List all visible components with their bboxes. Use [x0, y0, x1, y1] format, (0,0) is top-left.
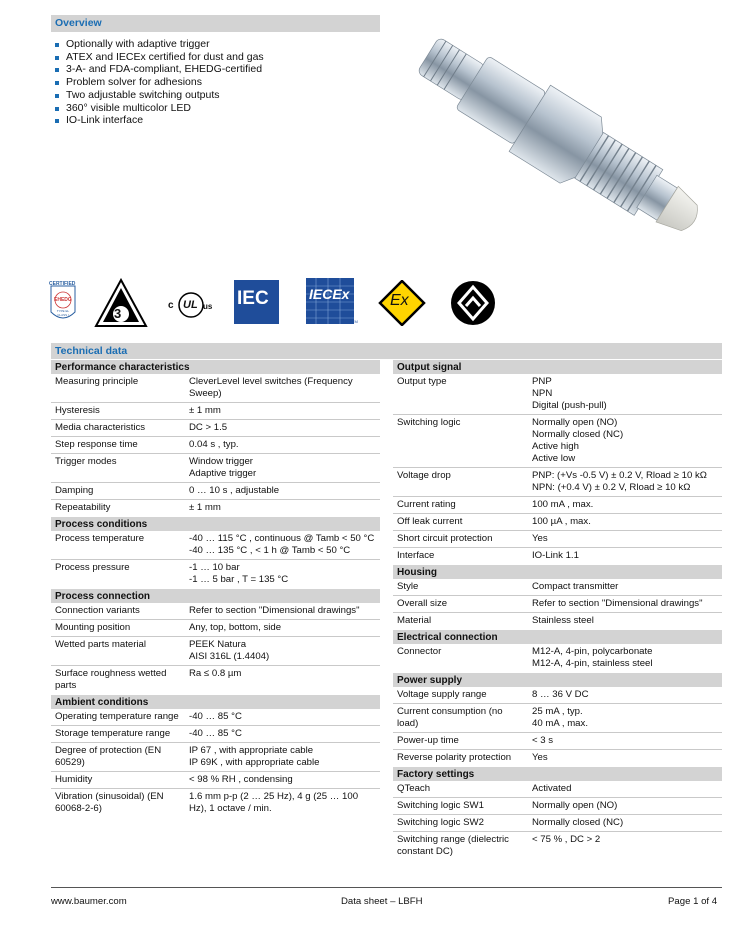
spec-label: Degree of protection (EN 60529) — [55, 745, 162, 768]
ul-mark-text: UL — [183, 299, 198, 311]
spec-value — [532, 516, 722, 528]
spec-value-line: -40 … 115 °C , continuous @ Tamb < 50 °C — [189, 533, 375, 544]
spec-value — [189, 456, 380, 480]
spec-section-title: Performance characteristics — [51, 359, 380, 374]
spec-value — [532, 533, 722, 545]
spec-label: Process pressure — [55, 562, 130, 573]
spec-value — [532, 735, 722, 747]
spec-row — [393, 595, 722, 612]
spec-column-left — [51, 359, 380, 817]
spec-label: Media characteristics — [55, 422, 146, 433]
feature-item: 3-A- and FDA-compliant, EHEDG-certified — [54, 63, 264, 76]
spec-value-line: ± 1 mm — [189, 502, 221, 513]
spec-value-line: M12-A, 4-pin, stainless steel — [532, 658, 653, 669]
spec-row — [51, 771, 380, 788]
spec-value-line: PNP: (+Vs -0.5 V) ± 0.2 V, Rload ≥ 10 kΩ — [532, 470, 707, 481]
certification-logos — [48, 278, 508, 328]
spec-label: Wetted parts material — [55, 639, 146, 650]
spec-value-line: IO-Link 1.1 — [532, 550, 579, 561]
spec-label: Switching logic SW2 — [397, 817, 484, 828]
spec-row — [51, 709, 380, 725]
spec-value-line: -40 … 135 °C , < 1 h @ Tamb < 50 °C — [189, 545, 351, 556]
spec-value-line: IP 69K , with appropriate cable — [189, 757, 320, 768]
spec-value-line: -40 … 85 °C — [189, 728, 242, 739]
ehedg-name-text: EHEDG — [54, 297, 72, 303]
spec-value — [532, 470, 722, 494]
spec-value-line: 25 mA , typ. — [532, 706, 583, 717]
spec-section-title: Factory settings — [393, 766, 722, 781]
spec-row — [393, 612, 722, 629]
spec-value — [189, 622, 380, 634]
spec-value-line: 40 mA , max. — [532, 718, 588, 729]
product-sensor-image — [395, 24, 725, 249]
spec-value-line: -40 … 85 °C — [189, 711, 242, 722]
spec-row — [51, 499, 380, 516]
3a-logo — [94, 278, 149, 328]
spec-value-line: NPN — [532, 388, 553, 399]
spec-label: Vibration (sinusoidal) (EN 60068-2-6) — [55, 791, 164, 814]
spec-value-line: Activated — [532, 783, 572, 794]
spec-value-line: < 98 % RH , condensing — [189, 774, 293, 785]
spec-value-line: PEEK Natura — [189, 639, 247, 650]
spec-value-line: Normally closed (NC) — [532, 817, 624, 828]
spec-value — [532, 581, 722, 593]
spec-value-line: ± 1 mm — [189, 405, 221, 416]
spec-value-line: 100 µA , max. — [532, 516, 591, 527]
spec-row — [51, 482, 380, 499]
spec-label: Power-up time — [397, 735, 459, 746]
spec-value — [189, 405, 380, 417]
spec-row — [393, 513, 722, 530]
spec-row — [51, 788, 380, 817]
spec-section-title: Output signal — [393, 359, 722, 374]
spec-column-right — [393, 359, 722, 860]
iecex-text: IECEx — [309, 286, 350, 302]
spec-label: Measuring principle — [55, 376, 139, 387]
spec-value-line: Any, top, bottom, side — [189, 622, 282, 633]
feature-item: ATEX and IECEx certified for dust and gas — [54, 51, 264, 64]
spec-label: Overall size — [397, 598, 448, 609]
feature-item: IO-Link interface — [54, 114, 264, 127]
spec-value — [532, 834, 722, 858]
spec-label: Storage temperature range — [55, 728, 171, 739]
spec-label: Voltage drop — [397, 470, 451, 481]
spec-label: Switching logic SW1 — [397, 800, 484, 811]
spec-value — [189, 439, 380, 451]
spec-row — [393, 831, 722, 860]
spec-section-title: Process conditions — [51, 516, 380, 531]
spec-row — [51, 619, 380, 636]
spec-value — [189, 745, 380, 769]
spec-label: Trigger modes — [55, 456, 117, 467]
spec-label: Switching logic — [397, 417, 461, 428]
ehedg-type-text: TYPE EL CLASS I — [56, 309, 70, 317]
spec-value-line: -1 … 5 bar , T = 135 °C — [189, 574, 289, 585]
spec-value-line: 0 … 10 s , adjustable — [189, 485, 280, 496]
spec-value-line: -1 … 10 bar — [189, 562, 240, 573]
spec-value-line: Yes — [532, 533, 548, 544]
spec-label: Reverse polarity protection — [397, 752, 512, 763]
spec-section-title: Ambient conditions — [51, 694, 380, 709]
spec-row — [51, 665, 380, 694]
feature-list — [54, 38, 264, 127]
spec-value — [189, 502, 380, 514]
spec-value-line: Refer to section "Dimensional drawings" — [532, 598, 703, 609]
spec-value-line: 8 … 36 V DC — [532, 689, 589, 700]
spec-row — [51, 374, 380, 402]
spec-label: Damping — [55, 485, 94, 496]
spec-row — [393, 797, 722, 814]
spec-label: Current consumption (no load) — [397, 706, 503, 729]
spec-section-title: Housing — [393, 564, 722, 579]
spec-label: Current rating — [397, 499, 456, 510]
spec-value — [189, 774, 380, 786]
spec-row — [393, 547, 722, 564]
spec-value — [532, 615, 722, 627]
spec-value — [532, 550, 722, 562]
feature-item: 360° visible multicolor LED — [54, 102, 264, 115]
spec-value-line: NPN: (+0.4 V) ± 0.2 V, Rload ≥ 10 kΩ — [532, 482, 691, 493]
footer-website: www.baumer.com — [51, 896, 127, 907]
spec-label: Step response time — [55, 439, 138, 450]
spec-value — [532, 752, 722, 764]
spec-row — [51, 725, 380, 742]
spec-label: Surface roughness wetted parts — [55, 668, 167, 691]
spec-value-line: IP 67 , with appropriate cable — [189, 745, 314, 756]
overview-header: Overview — [51, 15, 380, 32]
spec-row — [393, 414, 722, 467]
spec-value-line: 0.04 s , typ. — [189, 439, 239, 450]
spec-value — [532, 598, 722, 610]
spec-label: Connector — [397, 646, 442, 657]
spec-label: Short circuit protection — [397, 533, 493, 544]
spec-label: Interface — [397, 550, 435, 561]
ehedg-certified-text: CERTIFIED — [49, 281, 76, 287]
footer-document-title: Data sheet – LBFH — [341, 896, 423, 907]
spec-value — [532, 783, 722, 795]
feature-item: Two adjustable switching outputs — [54, 89, 264, 102]
io-link-logo — [450, 280, 496, 326]
spec-label: Style — [397, 581, 419, 592]
spec-row — [51, 559, 380, 588]
spec-value-line: Window trigger — [189, 456, 253, 467]
spec-value-line: Yes — [532, 752, 548, 763]
feature-item: Problem solver for adhesions — [54, 76, 264, 89]
feature-item: Optionally with adaptive trigger — [54, 38, 264, 51]
spec-row — [393, 467, 722, 496]
spec-value-line: Active low — [532, 453, 576, 464]
spec-row — [51, 742, 380, 771]
spec-value-line: DC > 1.5 — [189, 422, 228, 433]
technical-data-header: Technical data — [51, 343, 722, 359]
spec-label: Output type — [397, 376, 447, 387]
spec-section-title: Process connection — [51, 588, 380, 603]
spec-value-line: Normally open (NO) — [532, 800, 618, 811]
atex-ex-text: Ex — [390, 292, 409, 309]
spec-value-line: AISI 316L (1.4404) — [189, 651, 270, 662]
spec-label: Mounting position — [55, 622, 131, 633]
spec-value-line: Stainless steel — [532, 615, 594, 626]
footer-divider — [51, 887, 722, 888]
spec-value-line: Normally closed (NC) — [532, 429, 624, 440]
spec-value — [189, 728, 380, 740]
spec-value — [189, 533, 380, 557]
spec-label: Hysteresis — [55, 405, 100, 416]
spec-value-line: Compact transmitter — [532, 581, 619, 592]
spec-value — [532, 706, 722, 730]
spec-value-line: 1.6 mm p-p (2 … 25 Hz), 4 g (25 … 100 Hz), 1 octave / min. — [189, 791, 359, 814]
spec-row — [393, 579, 722, 595]
3a-number: 3 — [114, 306, 122, 321]
spec-value — [189, 562, 380, 586]
spec-row — [393, 374, 722, 414]
spec-value — [189, 639, 380, 663]
spec-value-line: Adaptive trigger — [189, 468, 257, 479]
spec-value-line: Active high — [532, 441, 579, 452]
spec-label: Voltage supply range — [397, 689, 487, 700]
spec-label: Material — [397, 615, 432, 626]
spec-row — [51, 402, 380, 419]
spec-row — [51, 636, 380, 665]
spec-value — [532, 417, 722, 465]
spec-value — [532, 646, 722, 670]
spec-value-line: M12-A, 4-pin, polycarbonate — [532, 646, 653, 657]
ul-us-text: us — [203, 302, 213, 311]
spec-row — [51, 603, 380, 619]
spec-row — [51, 419, 380, 436]
spec-row — [393, 749, 722, 766]
spec-value-line: 100 mA , max. — [532, 499, 594, 510]
spec-value-line: CleverLevel level switches (Frequency Sweep) — [189, 376, 353, 399]
spec-label: QTeach — [397, 783, 431, 794]
spec-row — [393, 644, 722, 672]
spec-value — [532, 800, 722, 812]
spec-label: Humidity — [55, 774, 93, 785]
spec-value-line: < 3 s — [532, 735, 554, 746]
spec-label: Connection variants — [55, 605, 140, 616]
spec-value-line: Normally open (NO) — [532, 417, 618, 428]
spec-label: Switching range (dielectric constant DC) — [397, 834, 509, 857]
footer-page-number: Page 1 of 4 — [668, 896, 718, 907]
spec-section-title: Electrical connection — [393, 629, 722, 644]
spec-value-line: PNP — [532, 376, 552, 387]
iecex-tm-text: TM — [352, 319, 358, 324]
spec-row — [393, 687, 722, 703]
spec-value — [532, 817, 722, 829]
spec-value — [189, 485, 380, 497]
spec-value — [189, 668, 380, 692]
spec-row — [51, 453, 380, 482]
spec-section-title: Power supply — [393, 672, 722, 687]
spec-value-line: Refer to section "Dimensional drawings" — [189, 605, 360, 616]
spec-value — [189, 422, 380, 434]
spec-label: Off leak current — [397, 516, 463, 527]
spec-value — [189, 605, 380, 617]
spec-value — [532, 499, 722, 511]
spec-row — [393, 703, 722, 732]
spec-row — [393, 732, 722, 749]
spec-row — [393, 496, 722, 513]
spec-label: Operating temperature range — [55, 711, 179, 722]
spec-value — [189, 711, 380, 723]
spec-value-line: Ra ≤ 0.8 µm — [189, 668, 242, 679]
spec-label: Process temperature — [55, 533, 145, 544]
spec-value — [532, 689, 722, 701]
spec-row — [393, 781, 722, 797]
spec-row — [51, 436, 380, 453]
spec-value — [189, 791, 380, 815]
spec-label: Repeatability — [55, 502, 111, 513]
spec-value-line: < 75 % , DC > 2 — [532, 834, 601, 845]
spec-row — [51, 531, 380, 559]
spec-value — [189, 376, 380, 400]
spec-row — [393, 530, 722, 547]
iec-text: IEC — [237, 288, 269, 309]
ul-c-text: c — [168, 300, 174, 311]
spec-row — [393, 814, 722, 831]
spec-value — [532, 376, 722, 412]
spec-value-line: Digital (push-pull) — [532, 400, 607, 411]
